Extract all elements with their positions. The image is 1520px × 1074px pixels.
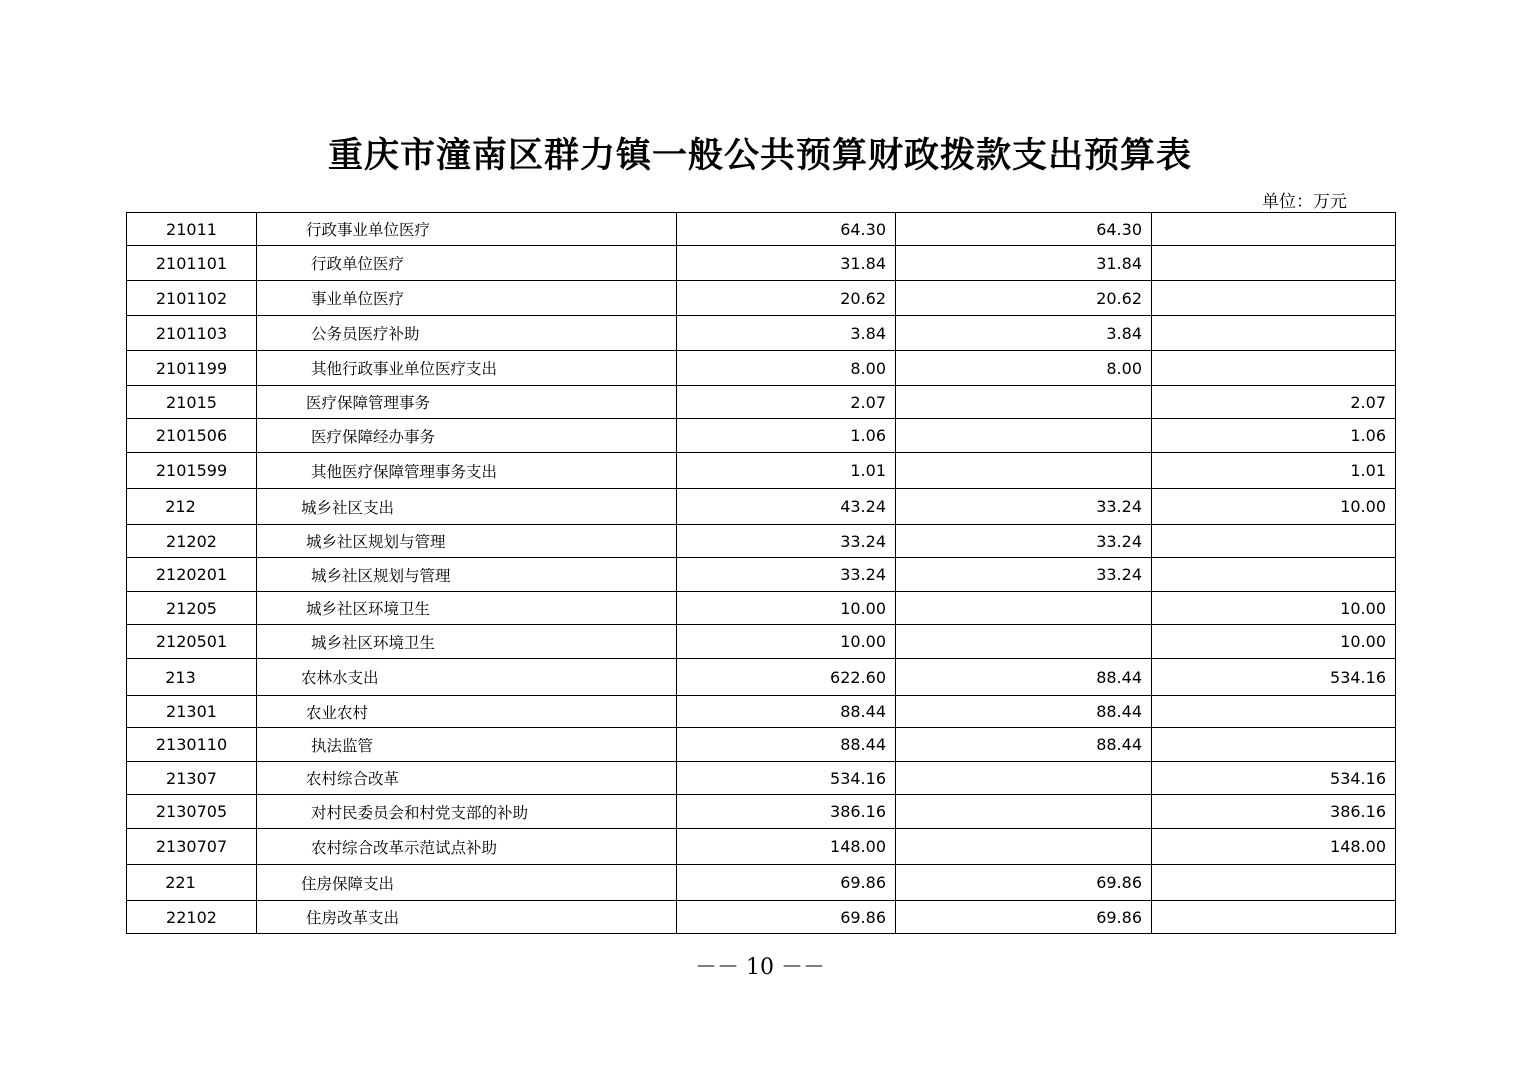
subject-name-cell: 行政事业单位医疗: [257, 213, 677, 246]
project-expenditure-cell: 2.07: [1152, 386, 1396, 419]
subject-name-cell: 农业农村: [257, 696, 677, 728]
project-expenditure-cell: [1152, 213, 1396, 246]
subject-name-cell: 城乡社区环境卫生: [257, 625, 677, 659]
subject-code-cell: 2120501: [127, 625, 257, 659]
basic-expenditure-cell: 33.24: [896, 525, 1152, 558]
basic-expenditure-cell: [896, 762, 1152, 795]
subject-code-cell: 2101102: [127, 281, 257, 316]
subject-name-cell: 医疗保障管理事务: [257, 386, 677, 419]
total-amount-cell: 69.86: [677, 865, 896, 901]
subject-name-cell: 农林水支出: [257, 659, 677, 696]
table-row: [127, 865, 1396, 901]
total-amount-cell: 534.16: [677, 762, 896, 795]
table-row: [127, 762, 1396, 795]
total-amount-cell: 10.00: [677, 625, 896, 659]
subject-code-cell: 213: [127, 659, 257, 696]
total-amount-cell: 43.24: [677, 489, 896, 525]
subject-name-cell: 城乡社区环境卫生: [257, 592, 677, 625]
project-expenditure-cell: [1152, 281, 1396, 316]
subject-name-cell: 住房保障支出: [257, 865, 677, 901]
project-expenditure-cell: [1152, 865, 1396, 901]
table-row: [127, 625, 1396, 659]
basic-expenditure-cell: 20.62: [896, 281, 1152, 316]
subject-code-cell: 21015: [127, 386, 257, 419]
basic-expenditure-cell: [896, 829, 1152, 865]
project-expenditure-cell: 534.16: [1152, 659, 1396, 696]
subject-name-cell: 执法监管: [257, 728, 677, 762]
subject-code-cell: 2130110: [127, 728, 257, 762]
subject-name-cell: 城乡社区规划与管理: [257, 558, 677, 592]
basic-expenditure-cell: [896, 795, 1152, 829]
table-row: [127, 246, 1396, 281]
table-row: [127, 351, 1396, 386]
subject-code-cell: 221: [127, 865, 257, 901]
total-amount-cell: 33.24: [677, 558, 896, 592]
basic-expenditure-cell: 69.86: [896, 901, 1152, 934]
total-amount-cell: 8.00: [677, 351, 896, 386]
budget-table: [126, 212, 1396, 934]
total-amount-cell: 622.60: [677, 659, 896, 696]
project-expenditure-cell: 10.00: [1152, 489, 1396, 525]
total-amount-cell: 3.84: [677, 316, 896, 351]
table-row: [127, 386, 1396, 419]
table-row: [127, 419, 1396, 453]
total-amount-cell: 20.62: [677, 281, 896, 316]
subject-code-cell: 212: [127, 489, 257, 525]
table-row: [127, 453, 1396, 489]
project-expenditure-cell: 534.16: [1152, 762, 1396, 795]
subject-name-cell: 医疗保障经办事务: [257, 419, 677, 453]
subject-code-cell: 21011: [127, 213, 257, 246]
subject-code-cell: 21202: [127, 525, 257, 558]
basic-expenditure-cell: [896, 453, 1152, 489]
subject-code-cell: 21205: [127, 592, 257, 625]
total-amount-cell: 69.86: [677, 901, 896, 934]
table-row: [127, 489, 1396, 525]
subject-name-cell: 农村综合改革示范试点补助: [257, 829, 677, 865]
table-row: [127, 316, 1396, 351]
basic-expenditure-cell: [896, 419, 1152, 453]
total-amount-cell: 10.00: [677, 592, 896, 625]
subject-name-cell: 公务员医疗补助: [257, 316, 677, 351]
subject-name-cell: 城乡社区规划与管理: [257, 525, 677, 558]
subject-code-cell: 2101101: [127, 246, 257, 281]
table-row: [127, 592, 1396, 625]
subject-name-cell: 住房改革支出: [257, 901, 677, 934]
project-expenditure-cell: [1152, 696, 1396, 728]
basic-expenditure-cell: 33.24: [896, 558, 1152, 592]
subject-code-cell: 21301: [127, 696, 257, 728]
basic-expenditure-cell: 33.24: [896, 489, 1152, 525]
subject-name-cell: 城乡社区支出: [257, 489, 677, 525]
project-expenditure-cell: [1152, 558, 1396, 592]
unit-label: 单位：万元: [1262, 192, 1347, 212]
table-row: [127, 558, 1396, 592]
subject-code-cell: 2101199: [127, 351, 257, 386]
subject-code-cell: 2101599: [127, 453, 257, 489]
total-amount-cell: 64.30: [677, 213, 896, 246]
total-amount-cell: 33.24: [677, 525, 896, 558]
subject-code-cell: 2130705: [127, 795, 257, 829]
subject-code-cell: 22102: [127, 901, 257, 934]
basic-expenditure-cell: 88.44: [896, 728, 1152, 762]
basic-expenditure-cell: 88.44: [896, 659, 1152, 696]
basic-expenditure-cell: 3.84: [896, 316, 1152, 351]
budget-table-body: [127, 213, 1396, 934]
subject-name-cell: 行政单位医疗: [257, 246, 677, 281]
subject-name-cell: 其他医疗保障管理事务支出: [257, 453, 677, 489]
basic-expenditure-cell: 69.86: [896, 865, 1152, 901]
basic-expenditure-cell: 31.84: [896, 246, 1152, 281]
basic-expenditure-cell: [896, 386, 1152, 419]
total-amount-cell: 2.07: [677, 386, 896, 419]
table-row: [127, 213, 1396, 246]
subject-code-cell: 2101103: [127, 316, 257, 351]
project-expenditure-cell: 10.00: [1152, 592, 1396, 625]
subject-code-cell: 2130707: [127, 829, 257, 865]
subject-code-cell: 2101506: [127, 419, 257, 453]
subject-name-cell: 其他行政事业单位医疗支出: [257, 351, 677, 386]
table-row: [127, 659, 1396, 696]
project-expenditure-cell: 1.06: [1152, 419, 1396, 453]
page-title: 重庆市潼南区群力镇一般公共预算财政拨款支出预算表: [327, 135, 1192, 176]
basic-expenditure-cell: 64.30: [896, 213, 1152, 246]
subject-name-cell: 事业单位医疗: [257, 281, 677, 316]
total-amount-cell: 31.84: [677, 246, 896, 281]
project-expenditure-cell: [1152, 316, 1396, 351]
basic-expenditure-cell: [896, 625, 1152, 659]
basic-expenditure-cell: 88.44: [896, 696, 1152, 728]
project-expenditure-cell: 1.01: [1152, 453, 1396, 489]
table-row: [127, 696, 1396, 728]
table-row: [127, 795, 1396, 829]
project-expenditure-cell: [1152, 246, 1396, 281]
table-row: [127, 281, 1396, 316]
project-expenditure-cell: 148.00: [1152, 829, 1396, 865]
project-expenditure-cell: [1152, 525, 1396, 558]
basic-expenditure-cell: [896, 592, 1152, 625]
project-expenditure-cell: [1152, 351, 1396, 386]
total-amount-cell: 88.44: [677, 728, 896, 762]
table-row: [127, 829, 1396, 865]
total-amount-cell: 386.16: [677, 795, 896, 829]
total-amount-cell: 1.01: [677, 453, 896, 489]
subject-name-cell: 农村综合改革: [257, 762, 677, 795]
project-expenditure-cell: [1152, 728, 1396, 762]
project-expenditure-cell: 10.00: [1152, 625, 1396, 659]
project-expenditure-cell: 386.16: [1152, 795, 1396, 829]
project-expenditure-cell: [1152, 901, 1396, 934]
table-row: [127, 901, 1396, 934]
subject-code-cell: 21307: [127, 762, 257, 795]
subject-code-cell: 2120201: [127, 558, 257, 592]
basic-expenditure-cell: 8.00: [896, 351, 1152, 386]
total-amount-cell: 88.44: [677, 696, 896, 728]
total-amount-cell: 148.00: [677, 829, 896, 865]
page-number: －－ 10 －－: [695, 955, 825, 980]
table-row: [127, 525, 1396, 558]
table-row: [127, 728, 1396, 762]
total-amount-cell: 1.06: [677, 419, 896, 453]
subject-name-cell: 对村民委员会和村党支部的补助: [257, 795, 677, 829]
